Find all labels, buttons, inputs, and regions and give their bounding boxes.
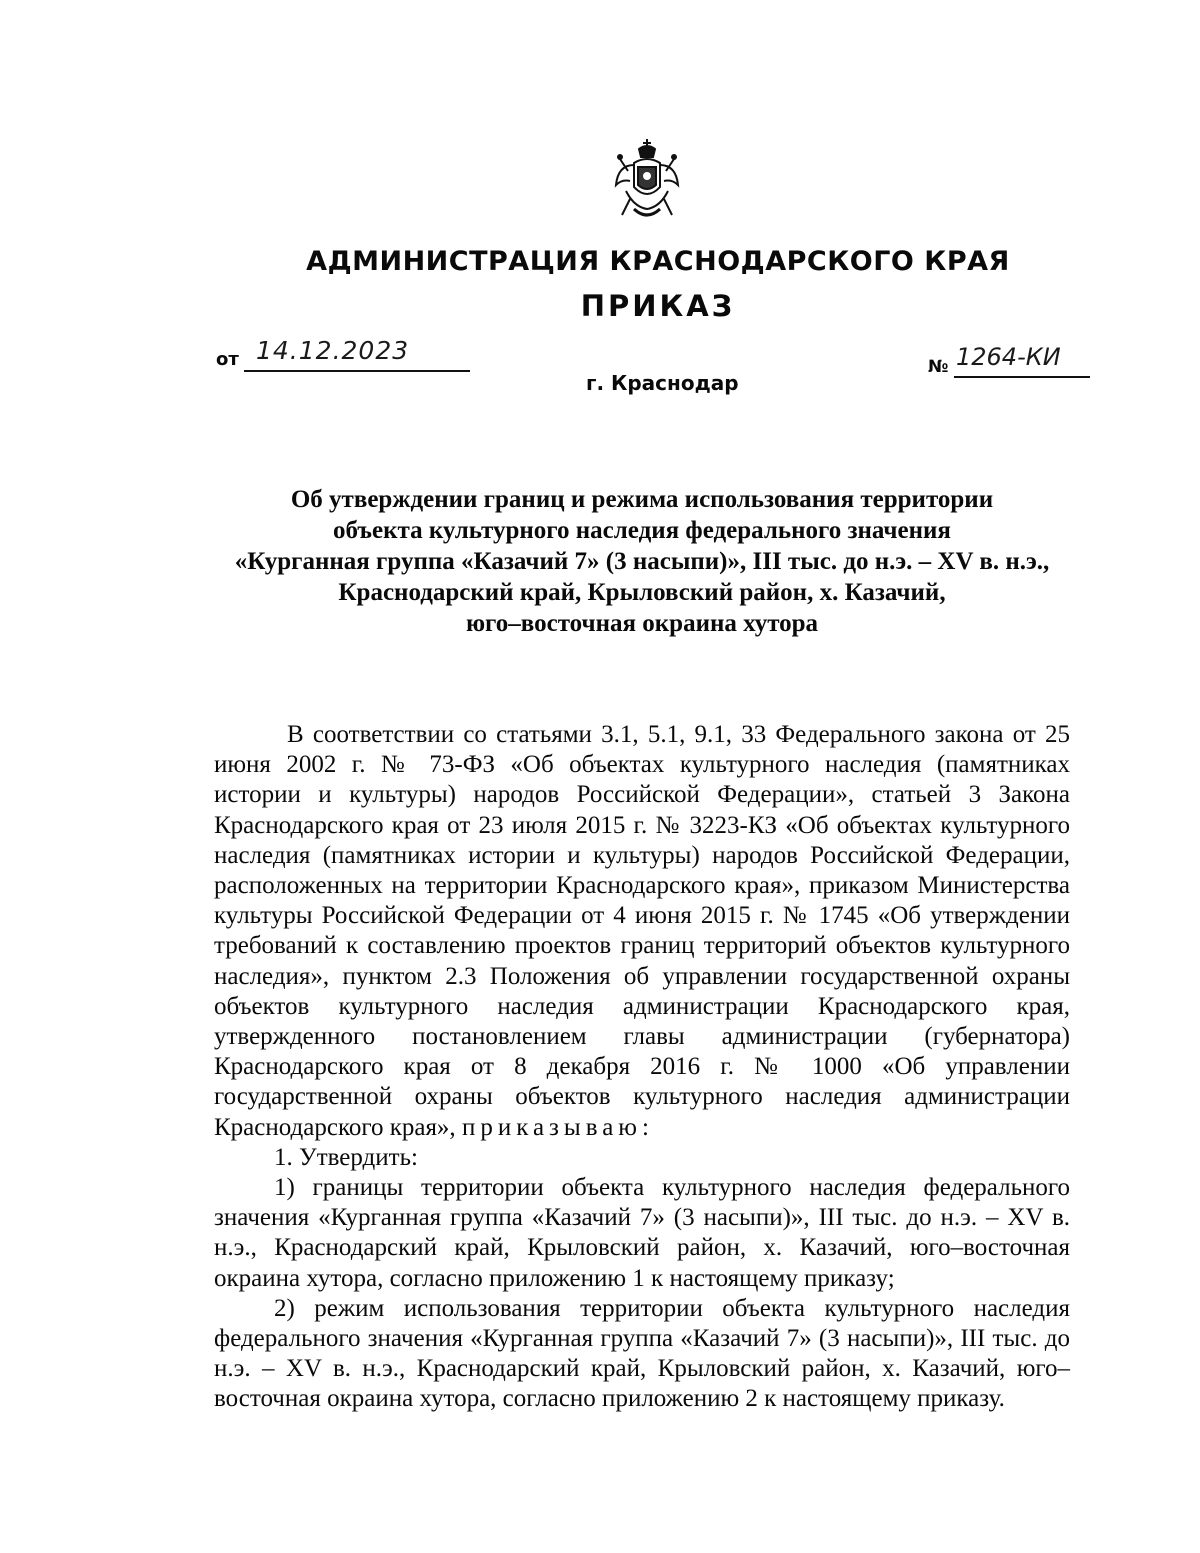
date-value: 14.12.2023 [256,336,410,365]
document-type: ПРИКАЗ [580,289,736,323]
number-value: 1264-КИ [956,343,1061,371]
date-field [244,338,470,372]
number-label: № [928,357,949,377]
organization-name: АДМИНИСТРАЦИЯ КРАСНОДАРСКОГО КРАЯ [306,246,1010,277]
title-line: объекта культурного наследия федерального значения [333,517,951,544]
preamble-paragraph [214,720,1070,1143]
point-1: 1. Утвердить: [274,1143,418,1171]
number-field [954,343,1090,378]
date-label: от [216,349,239,370]
city: г. Краснодар [586,371,739,395]
coat-of-arms-icon [608,135,686,223]
subpoint-1: 1) границы территории объекта культурного наследия федерального значения «Курганная группа «Казачий 7» (3 насыпи)», III тыс. до н.э. – XV в. н.э., Краснодарский край, Крыловский район, х. Казачий, юго–восточная окраина хутора, согласно приложению 1 к настоящему приказу; [214,1174,1070,1292]
title-line: Краснодарский край, Крыловский район, х. Казачий, [338,579,946,606]
title-line: Об утверждении границ и режима использования территории [290,486,994,513]
preamble-text: В соответствии со статьями 3.1, 5.1, 9.1, 33 Федерального закона от 25 июня 2002 г. № 73-ФЗ «Об объектах культурного наследия (памятниках истории и культуры) народов Российской Федерации», статьей 3 Закона Краснодарского края от 23 июля 2015 г. № 3223-КЗ «Об объектах культурного наследия (памятниках истории и культуры) народов Российской Федерации, расположенных на территории Краснодарского края», приказом Министерства культуры Российской Федерации от 4 июня 2015 г. № 1745 «Об утверждении требований к составлению проектов границ территорий объектов культурного наследия», пунктом 2.3 Положения об управлении государственной охраны объектов культурного наследия администрации Краснодарского края, утвержденного постановлением главы администрации (губернатора) Краснодарского края от 8 декабря 2016 г. № 1000 «Об управлении государственной охраны объектов культурного наследия администрации Краснодарского края», [214,721,1070,1141]
title-line: юго–восточная окраина хутора [465,610,819,637]
title-line: «Курганная группа «Казачий 7» (3 насыпи)», III тыс. до н.э. – XV в. н.э., [234,548,1050,575]
order-word: приказываю: [461,1113,654,1141]
document-title [200,484,1084,639]
document-body [214,720,1070,1415]
subpoint-2: 2) режим использования территории объекта культурного наследия федерального значения «Курганная группа «Казачий 7» (3 насыпи)», III тыс. до н.э. – XV в. н.э., Краснодарский край, Крыловский район, х. Казачий, юго–восточная окраина хутора, согласно приложению 2 к настоящему приказу. [214,1294,1070,1413]
